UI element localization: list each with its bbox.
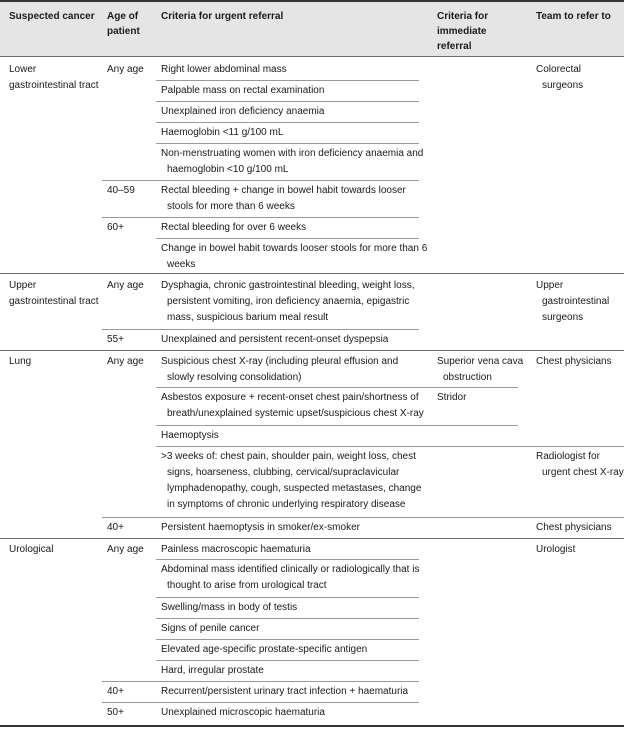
immediate-criteria-cell: Stridor: [437, 392, 467, 403]
section-team-urological: Urologist: [536, 544, 576, 555]
row-divider: [156, 639, 419, 640]
header-immediate-referral: Criteria for immediate referral: [437, 11, 489, 52]
row-divider: [156, 660, 419, 661]
criteria-cell: Painless macroscopic haematuria: [161, 544, 311, 555]
criteria-cell: Elevated age-specific prostate-specific antigen: [161, 644, 368, 655]
criteria-cell: Rectal bleeding for over 6 weeks: [161, 222, 307, 233]
row-divider: [156, 122, 419, 123]
row-divider: [156, 618, 419, 619]
age-cell: Any age: [107, 64, 144, 75]
table-top-rule: [0, 0, 624, 2]
criteria-cell: Dysphagia, chronic gastrointestinal bleeding, weight loss, persistent vomiting, iron deficiency anaemia, epigastric mass, suspicious barium meal result: [161, 280, 415, 323]
table-bottom-rule: [0, 725, 624, 727]
age-cell: 40+: [107, 522, 124, 533]
team-cell: Chest physicians: [536, 522, 612, 533]
age-cell: 55+: [107, 334, 124, 345]
age-cell: 60+: [107, 222, 124, 233]
criteria-cell: Haemoglobin <11 g/100 mL: [161, 127, 284, 138]
row-divider: [156, 238, 419, 239]
row-divider: [156, 101, 419, 102]
section-divider: [0, 273, 624, 274]
immediate-criteria-cell: Superior vena cava obstruction: [437, 356, 524, 383]
row-divider: [102, 217, 419, 218]
criteria-cell: >3 weeks of: chest pain, shoulder pain, weight loss, chest signs, hoarseness, clubbing, cervical/supraclavicular lymphadenopathy, cough, suspected metastases, change in symptoms of chronic underlying respiratory disease: [161, 451, 422, 510]
section-cancer-lung: Lung: [9, 356, 32, 367]
row-divider: [156, 387, 518, 388]
criteria-cell: Suspicious chest X-ray (including pleural effusion and slowly resolving consolidation): [161, 356, 399, 383]
age-cell: Any age: [107, 544, 144, 555]
section-team-lower-gi: Colorectal surgeons: [536, 64, 584, 91]
criteria-cell: Rectal bleeding + change in bowel habit towards looser stools for more than 6 weeks: [161, 185, 406, 212]
row-divider: [156, 425, 518, 426]
row-divider: [156, 143, 419, 144]
criteria-cell: Palpable mass on rectal examination: [161, 85, 325, 96]
header-age-of-patient: Age of patient: [107, 11, 140, 37]
criteria-cell: Recurrent/persistent urinary tract infection + haematuria: [161, 686, 409, 697]
header-suspected-cancer: Suspected cancer: [9, 11, 95, 22]
criteria-cell: Signs of penile cancer: [161, 623, 260, 634]
criteria-cell: Haemoptysis: [161, 430, 219, 441]
row-divider: [102, 329, 419, 330]
row-divider: [156, 559, 419, 560]
criteria-cell: Persistent haemoptysis in smoker/ex-smoker: [161, 522, 360, 533]
team-cell: Radiologist for urgent chest X-ray: [536, 451, 624, 478]
section-cancer-urological: Urological: [9, 544, 54, 555]
criteria-cell: Hard, irregular prostate: [161, 665, 264, 676]
row-divider: [102, 681, 419, 682]
header-urgent-referral: Criteria for urgent referral: [161, 11, 284, 22]
header-team: Team to refer to: [536, 11, 611, 22]
section-cancer-upper-gi: Upper gastrointestinal tract: [9, 280, 99, 307]
section-team-upper-gi: Upper gastrointestinal surgeons: [536, 280, 610, 323]
section-team-lung: Chest physicians: [536, 356, 612, 367]
criteria-cell: Unexplained and persistent recent-onset dyspepsia: [161, 334, 389, 345]
section-cancer-lower-gi: Lower gastrointestinal tract: [9, 64, 99, 91]
criteria-cell: Unexplained iron deficiency anaemia: [161, 106, 325, 117]
row-divider: [102, 702, 419, 703]
age-cell: Any age: [107, 280, 144, 291]
criteria-cell: Swelling/mass in body of testis: [161, 602, 298, 613]
row-divider: [156, 80, 419, 81]
criteria-cell: Unexplained microscopic haematuria: [161, 707, 325, 718]
criteria-cell: Abdominal mass identified clinically or radiologically that is thought to arise from urological tract: [161, 564, 420, 591]
age-cell: Any age: [107, 356, 144, 367]
row-divider: [102, 517, 624, 518]
section-divider: [0, 350, 624, 351]
criteria-cell: Non-menstruating women with iron deficiency anaemia and haemoglobin <10 g/100 mL: [161, 148, 424, 175]
row-divider: [156, 597, 419, 598]
age-cell: 50+: [107, 707, 124, 718]
criteria-cell: Change in bowel habit towards looser stools for more than 6 weeks: [161, 243, 428, 270]
criteria-cell: Right lower abdominal mass: [161, 64, 287, 75]
row-divider: [102, 180, 419, 181]
section-divider: [0, 538, 624, 539]
age-cell: 40+: [107, 686, 124, 697]
criteria-cell: Asbestos exposure + recent-onset chest pain/shortness of breath/unexplained systemic upset/suspicious chest X-ray: [161, 392, 424, 419]
header-bottom-rule: [0, 56, 624, 57]
age-cell: 40–59: [107, 185, 135, 196]
row-divider: [156, 446, 624, 447]
